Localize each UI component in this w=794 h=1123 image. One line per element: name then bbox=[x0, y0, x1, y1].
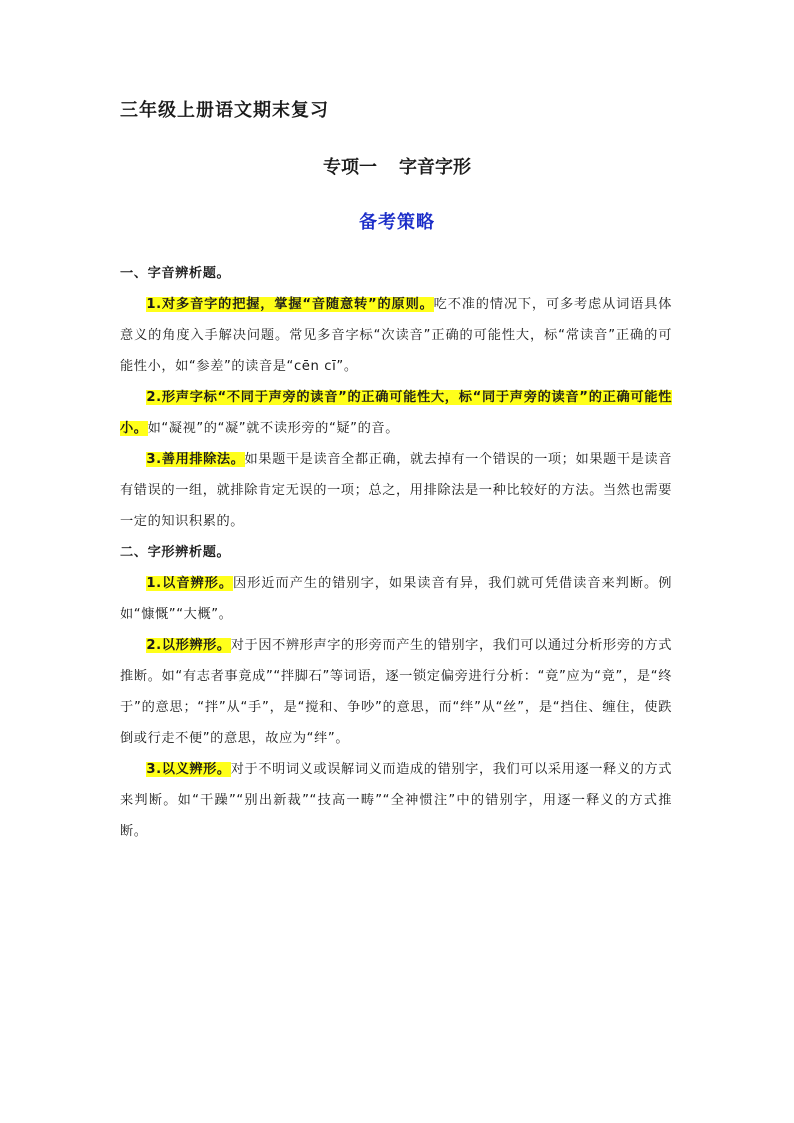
key-point: 2.以形辨形。 bbox=[146, 638, 231, 653]
topic-name: 字音字形 bbox=[399, 157, 471, 178]
explanation: 因形近而产生的错别字，如果读音有异，我们就可凭借读音来判断。例如“慷慨”“大概”。 bbox=[120, 576, 672, 622]
key-point: 3.以义辨形。 bbox=[146, 762, 231, 777]
key-point: 1.以音辨形。 bbox=[146, 576, 234, 591]
explanation: 如“凝视”的“凝”就不读形旁的“疑”的音。 bbox=[147, 421, 399, 436]
topic-title bbox=[0, 153, 794, 179]
explanation: 对于不明词义或误解词义而造成的错别字，我们可以采用逐一释义的方式来判断。如“干躁”“别出新裁”“技高一畴”“全神惯注”中的错别字，用逐一释义的方式推断。 bbox=[120, 762, 672, 839]
part1-item-2 bbox=[120, 382, 672, 444]
part2-item-1 bbox=[120, 568, 672, 630]
topic-number: 专项一 bbox=[323, 157, 377, 178]
part2-heading: 二、字形辨析题。 bbox=[120, 545, 231, 560]
key-point: 2.形声字标“不同于声旁的读音”的正确可能性大，标“同于声旁的读音”的正确可能性小。 bbox=[120, 390, 672, 436]
section-title: 备考策略 bbox=[359, 212, 435, 233]
explanation: 对于因不辨形声字的形旁而产生的错别字，我们可以通过分析形旁的方式推断。如“有志者事竟成”“拌脚石”等词语，逐一锁定偏旁进行分析：“竟”应为“竟”，是“终于”的意思；“拌”从“手”，是“搅和、争吵”的意思，而“绊”从“丝”，是“挡住、缠住，使跌倒或行走不便”的意思，故应为“绊”。 bbox=[120, 638, 672, 746]
part2-item-2 bbox=[120, 630, 672, 754]
explanation: 吃不准的情况下，可多考虑从词语具体意义的角度入手解决问题。常见多音字标“次读音”正确的可能性大，标“常读音”正确的可能性小，如“参差”的读音是“cēn cī”。 bbox=[120, 297, 673, 374]
key-point: 3.善用排除法。 bbox=[146, 452, 245, 467]
part1-item-3 bbox=[120, 444, 672, 537]
part1-item-1 bbox=[120, 289, 672, 382]
document-body bbox=[120, 258, 672, 847]
part2-item-3 bbox=[120, 754, 672, 847]
part1-heading: 一、字音辨析题。 bbox=[120, 266, 231, 281]
document-header: 三年级上册语文期末复习 bbox=[120, 100, 329, 121]
key-point: 1.对多音字的把握，掌握“音随意转”的原则。 bbox=[146, 297, 434, 312]
explanation: 如果题干是读音全都正确，就去掉有一个错误的一项；如果题干是读音有错误的一组，就排除肯定无误的一项；总之，用排除法是一种比较好的方法。当然也需要一定的知识积累的。 bbox=[120, 452, 672, 529]
